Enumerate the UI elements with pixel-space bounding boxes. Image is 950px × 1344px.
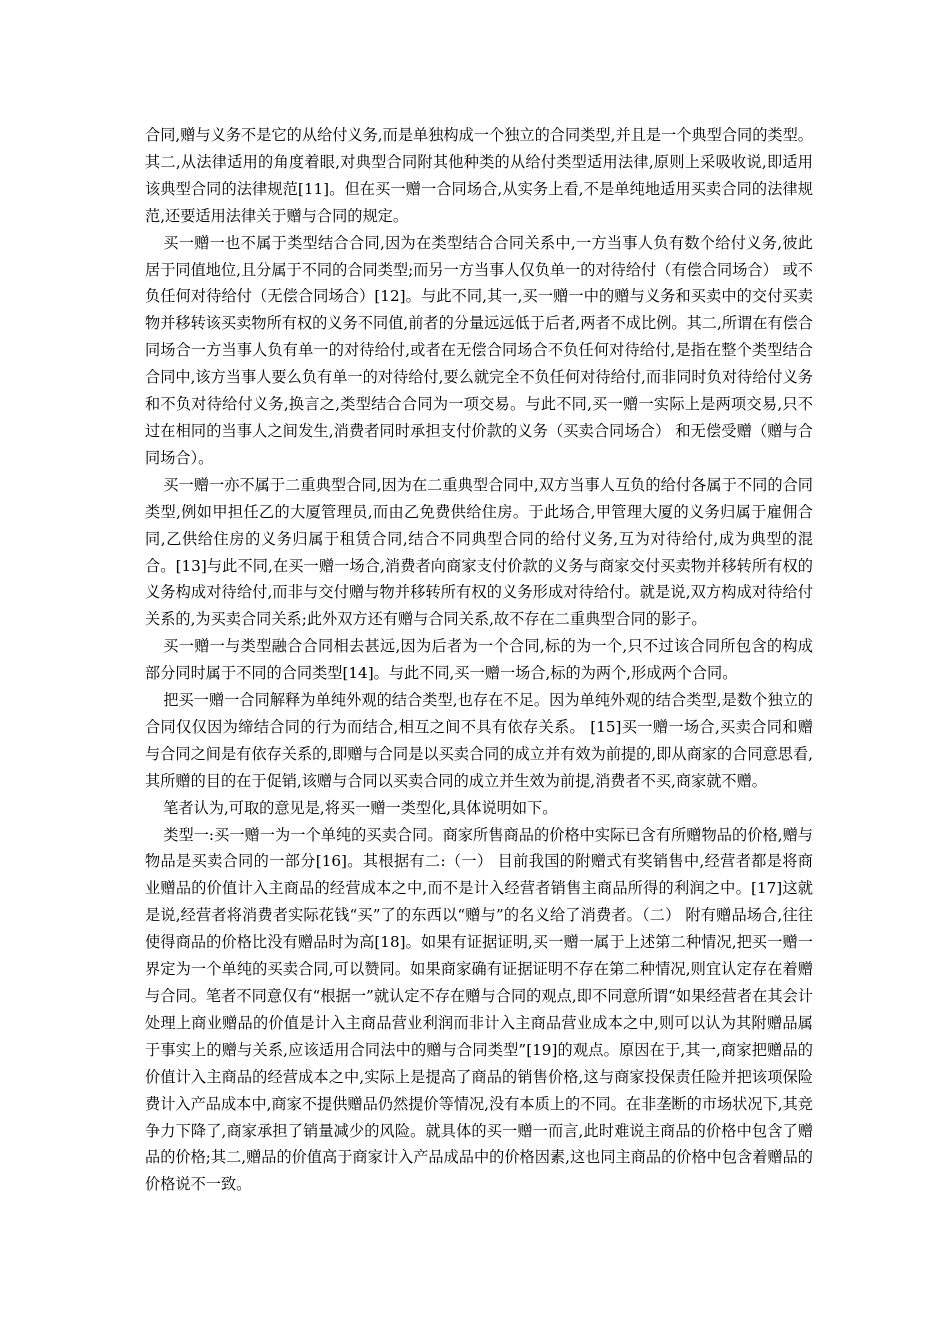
paragraph-6: 笔者认为,可取的意见是,将买一赠一类型化,具体说明如下。 bbox=[163, 798, 558, 817]
document-body bbox=[145, 122, 813, 1198]
paragraph-7: 类型一:买一赠一为一个单纯的买卖合同。商家所售商品的价格中实际已含有所赠物品的价格,赠与物品是买卖合同的一部分[16]。其根据有二:（一） 目前我国的附赠式有奖销售中,经营者都是将商业赠品的价值计入主商品的经营成本之中,而不是计入经营者销售主商品所得的利润之中。[17]这就是说,经营者将消费者实际花钱“买”了的东西以“赠与”的名义给了消费者。（二） 附有赠品场合,往往使得商品的价格比没有赠品时为高[18]。如果有证据证明,买一赠一属于上述第二种情况,把买一赠一界定为一个单纯的买卖合同,可以赞同。如果商家确有证据证明不存在第二种情况,则宜认定存在着赠与合同。笔者不同意仅有“根据一”就认定不存在赠与合同的观点,即不同意所谓“如果经营者在其会计处理上商业赠品的价值是计入主商品营业利润而非计入主商品营业成本之中,则可以认为其附赠品属于事实上的赠与关系,应该适用合同法中的赠与合同类型”[19]的观点。原因在于,其一,商家把赠品的价值计入主商品的经营成本之中,实际上是提高了商品的销售价格,这与商家投保责任险并把该项保险费计入产品成本中,商家不提供赠品仍然提价等情况,没有本质上的不同。在非垄断的市场状况下,其竞争力下降了,商家承担了销量减少的风险。就具体的买一赠一而言,此时难说主商品的价格中包含了赠品的价格;其二,赠品的价值高于商家计入产品成品中的价格因素,这也同主商品的价格中包含着赠品的价格说不一致。 bbox=[145, 825, 813, 1194]
paragraph-2: 买一赠一也不属于类型结合合同,因为在类型结合合同关系中,一方当事人负有数个给付义务,彼此居于同值地位,且分属于不同的合同类型;而另一方当事人仅负单一的对待给付（有偿合同场合） 或不负任何对待给付（无偿合同场合）[12]。与此不同,其一,买一赠一中的赠与义务和买卖中的交付买卖物并移转该买卖物所有权的义务不同值,前者的分量远远低于后者,两者不成比例。其二,所谓在有偿合同场合一方当事人负有单一的对待给付,或者在无偿合同场合不负任何对待给付,是指在整个类型结合合同中,该方当事人要么负有单一的对待给付,要么就完全不负任何对待给付,而非同时负对待给付义务和不负对待给付义务,换言之,类型结合合同为一项交易。与此不同,买一赠一实际上是两项交易,只不过在相同的当事人之间发生,消费者同时承担支付价款的义务（买卖合同场合） 和无偿受赠（赠与合同场合）。 bbox=[145, 233, 813, 467]
paragraph-3: 买一赠一亦不属于二重典型合同,因为在二重典型合同中,双方当事人互负的给付各属于不同的合同类型,例如甲担任乙的大厦管理员,而由乙免费供给住房。于此场合,甲管理大厦的义务归属于雇佣合同,乙供给住房的义务归属于租赁合同,结合不同典型合同的给付义务,互为对待给付,成为典型的混合。[13]与此不同,在买一赠一场合,消费者向商家支付价款的义务与商家交付买卖物并移转所有权的义务构成对待给付,而非与交付赠与物并移转所有权的义务形成对待给付。就是说,双方构成对待给付关系的,为买卖合同关系;此外双方还有赠与合同关系,故不存在二重典型合同的影子。 bbox=[145, 475, 813, 629]
paragraph-1: 合同,赠与义务不是它的从给付义务,而是单独构成一个独立的合同类型,并且是一个典型合同的类型。其二,从法律适用的角度着眼,对典型合同附其他种类的从给付类型适用法律,原则上采吸收说,即适用该典型合同的法律规范[11]。但在买一赠一合同场合,从实务上看,不是单纯地适用买卖合同的法律规范,还要适用法律关于赠与合同的规定。 bbox=[145, 126, 813, 225]
paragraph-5: 把买一赠一合同解释为单纯外观的结合类型,也存在不足。因为单纯外观的结合类型,是数个独立的合同仅仅因为缔结合同的行为而结合,相互之间不具有依存关系。 [15]买一赠一场合,买卖合同和赠与合同之间是有依存关系的,即赠与合同是以买卖合同的成立并有效为前提的,即从商家的合同意思看,其所赠的目的在于促销,该赠与合同以买卖合同的成立并生效为前提,消费者不买,商家就不赠。 bbox=[145, 691, 813, 790]
paragraph-4: 买一赠一与类型融合合同相去甚远,因为后者为一个合同,标的为一个,只不过该合同所包含的构成部分同时属于不同的合同类型[14]。与此不同,买一赠一场合,标的为两个,形成两个合同。 bbox=[145, 637, 813, 683]
